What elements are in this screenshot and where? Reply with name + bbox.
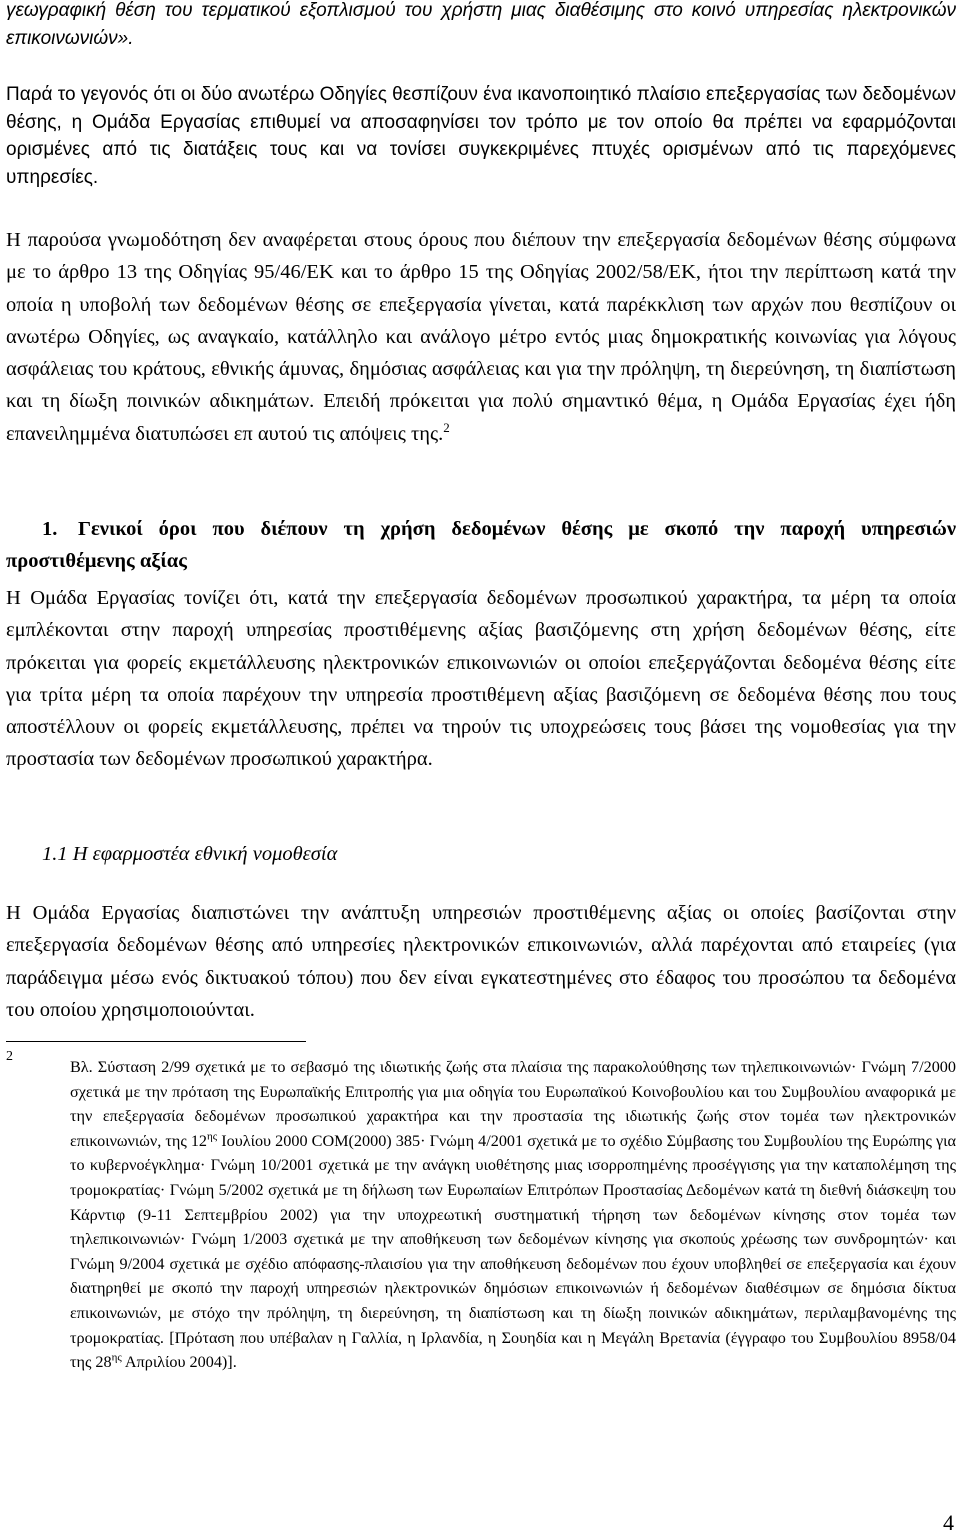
footnote-text-part-3: Απριλίου 2004)].: [121, 1353, 237, 1372]
page-number: 4: [943, 1510, 954, 1535]
scope-paragraph: [6, 224, 956, 450]
subsection-1-1-title: 1.1 Η εφαρμοστέα εθνική νομοθεσία: [42, 843, 338, 865]
subsection-1-1-paragraph: Η Ομάδα Εργασίας διαπιστώνει την ανάπτυξη υπηρεσιών προστιθέμενης αξίας οι οποίες βασίζονται στην επεξεργασία δεδομένων θέσης από υπηρεσίες ηλεκτρονικών επικοινωνιών, αλλά παρέχονται από εταιρείες (για παράδειγμα μέσω ενός δικτυακού τόπου) που δεν είναι εγκατεστημένες στο έδαφος του προσώπου τα δεδομένα του οποίου χρησιμοποιούνται.: [6, 902, 956, 1021]
section-1-number: 1.: [42, 518, 58, 540]
footnote-superscript-1: ης: [207, 1130, 218, 1143]
intro-italic-paragraph: γεωγραφική θέση του τερματικού εξοπλισμού του χρήστη μιας διαθέσιμης στο κοινό υπηρεσίας ηλεκτρονικών επικοινωνιών».: [6, 0, 956, 49]
footnote-reference[interactable]: 2: [443, 419, 450, 435]
footnote-text-part-2: Ιουλίου 2000 COM(2000) 385· Γνώμη 4/2001 σχετικά με το σχέδιο Σύμβασης του Συμβουλίου της Ευρώπης για το κυβερνοέγκλημα· Γνώμη 10/2001 σχετικά με την ανάγκη υιοθέτησης μιας ισορροπημένης προσέγγισης για την καταπολέμηση της τρομοκρατίας· Γνώμη 5/2002 σχετικά με τη δήλωση των Ευρωπαίων Επιτρόπων Προστασίας Δεδομένων κατά τη διεθνή διάσκεψη του Κάρντιφ (9-11 Σεπτεμβρίου 2002) για την υποχρεωτική συστηματική τήρηση των δεδομένων κίνησης στον τομέα των τηλεπικοινωνιών· Γνώμη 1/2003 σχετικά με την αποθήκευση των δεδομένων κίνησης για σκοπούς χρέωσης των συνδρομητών· και Γνώμη 9/2004 σχετικά με σχέδιο απόφασης-πλαισίου για την αποθήκευση δεδομένων που έχουν υποβληθεί σε επεξεργασία και έχουν διατηρηθεί με σκοπό την παροχή υπηρεσιών ηλεκτρονικών δημόσιων επικοινωνιών ή δεδομένων διαθέσιμων σε δημόσια δίκτυα επικοινωνιών, με στόχο την πρόληψη, τη διερεύνηση, τη διαπίστωση και τη δίωξη ποινικών αδικημάτων, περιλαμβανομένης της τρομοκρατίας. [Πρόταση που υπέβαλαν η Γαλλία, η Ιρλανδία, η Σουηδία και η Μεγάλη Βρετανία (έγγραφο του Συμβουλίου 8958/04 της 28: [70, 1131, 956, 1372]
scope-paragraph-text: Η παρούσα γνωμοδότηση δεν αναφέρεται στους όρους που διέπουν την επεξεργασία δεδομένων θέσης σύμφωνα με το άρθρο 13 της Οδηγίας 95/46/ΕΚ και το άρθρο 15 της Οδηγίας 2002/58/ΕΚ, ήτοι την περίπτωση κατά την οποία η υποβολή των δεδομένων θέσης σε επεξεργασία γίνεται, κατά παρέκκλιση των αρχών που θεσπίζουν οι ανωτέρω Οδηγίες, ως αναγκαίο, κατάλληλο και ανάλογο μέτρο εντός μιας δημοκρατικής κοινωνίας για λόγους ασφάλειας του κράτους, εθνικής άμυνας, δημόσιας ασφάλειας και για την πρόληψη, τη διερεύνηση, τη διαπίστωση και τη δίωξη ποινικών αδικημάτων. Επειδή πρόκειται για πολύ σημαντικό θέμα, η Ομάδα Εργασίας έχει ήδη επανειλημμένα διατυπώσει επ αυτού τις απόψεις της.: [6, 229, 956, 445]
footnote-text-part-1: Βλ. Σύσταση 2/99 σχετικά με το σεβασμό της ιδιωτικής ζωής στα πλαίσια της παρακολούθησης των τηλεπικοινωνιών· Γνώμη 7/2000 σχετικά με την πρόταση της Ευρωπαϊκής Επιτροπής για μια οδηγία του Ευρωπαϊκού Κοινοβουλίου και του Συμβουλίου αναφορικά με την επεξεργασία δεδομένων προσωπικού χαρακτήρα και την προστασία της ιδιωτικής ζωής στον τομέα των ηλεκτρονικών επικοινωνιών, της 12: [70, 1058, 956, 1150]
footnote-marker: 2: [6, 1049, 13, 1064]
section-1-title: Γενικοί όροι που διέπουν τη χρήση δεδομένων θέσης με σκοπό την παροχή υπηρεσιών προστιθέμενης αξίας: [6, 518, 956, 572]
footnote-separator: [6, 1041, 306, 1042]
section-1-heading: [6, 513, 956, 577]
section-1-paragraph: Η Ομάδα Εργασίας τονίζει ότι, κατά την επεξεργασία δεδομένων προσωπικού χαρακτήρα, τα μέρη τα οποία εμπλέκονται στην παροχή υπηρεσίας προστιθέμενης αξίας βασιζόμενης στη χρήση δεδομένων θέσης, είτε πρόκειται για φορείς εκμετάλλευσης ηλεκτρονικών επικοινωνιών οι οποίοι επεξεργάζονται δεδομένα θέσης είτε για τρίτα μέρη τα οποία παρέχουν την υπηρεσία προστιθέμενη αξίας βασιζόμενη σε δεδομένα θέσης που τους αποστέλλουν οι φορείς εκμετάλλευσης, πρέπει να τηρούν τις υποχρεώσεις τους βάσει της νομοθεσίας για την προστασία των δεδομένων προσωπικού χαρακτήρα.: [6, 587, 956, 771]
footnote-superscript-2: ης: [111, 1351, 122, 1364]
group-intent-paragraph: Παρά το γεγονός ότι οι δύο ανωτέρω Οδηγίες θεσπίζουν ένα ικανοποιητικό πλαίσιο επεξεργασίας των δεδομένων θέσης, η Ομάδα Εργασίας επιθυμεί να αποσαφηνίσει τον τρόπο με τον οποίο θα πρέπει να εφαρμόζονται ορισμένες από τις διατάξεις τους και να τονίσει συγκεκριμένες πτυχές ορισμένων από τις παρεχόμενες υπηρεσίες.: [6, 84, 956, 188]
footnote-text: [70, 1055, 956, 1375]
